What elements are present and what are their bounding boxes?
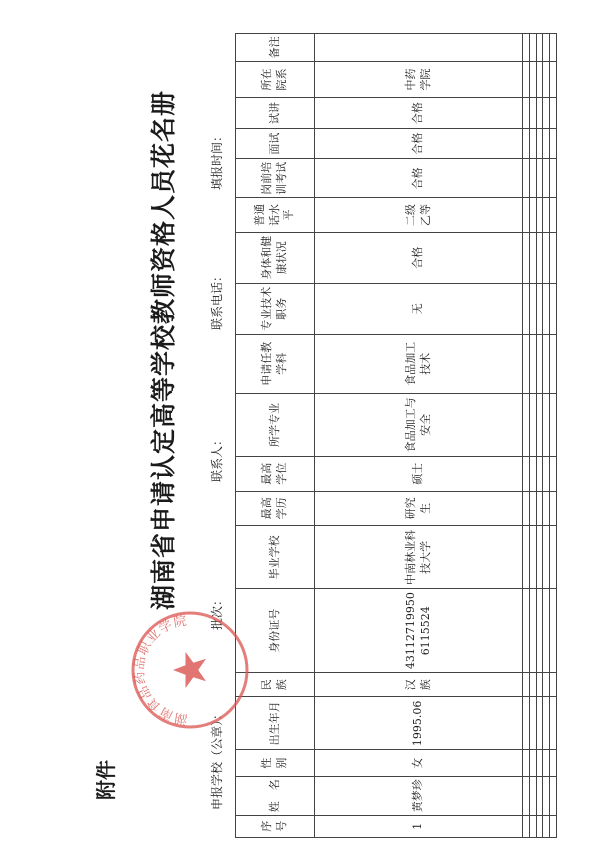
table-cell: [523, 159, 530, 198]
table-cell: [529, 456, 536, 491]
column-header: 最高学位: [236, 456, 315, 491]
table-cell: [523, 750, 530, 776]
table-cell: [543, 526, 550, 589]
table-cell: [550, 776, 557, 815]
table-cell: 研究生: [315, 491, 523, 526]
table-row: [315, 34, 523, 838]
table-cell: [536, 198, 543, 233]
table-cell: [543, 589, 550, 673]
table-cell: [529, 61, 536, 98]
table-cell: 女: [315, 750, 523, 776]
date-field: 填报时间：: [210, 129, 224, 190]
table-cell: 食品加工与安全: [315, 393, 523, 456]
table-cell: [529, 334, 536, 393]
column-header: 岗前培训考试: [236, 159, 315, 198]
table-cell: [536, 526, 543, 589]
table-cell: [523, 456, 530, 491]
table-cell: 合格: [315, 232, 523, 283]
table-cell: [550, 34, 557, 62]
table-cell: 合格: [315, 159, 523, 198]
column-header: 试讲: [236, 98, 315, 129]
table-cell: [550, 198, 557, 233]
column-header: 民族: [236, 672, 315, 696]
table-cell: [550, 456, 557, 491]
table-cell: [529, 589, 536, 673]
table-cell: 中南林业科技大学: [315, 526, 523, 589]
table-cell: [536, 491, 543, 526]
contact-field: 联系人：: [210, 433, 224, 482]
table-cell: [523, 61, 530, 98]
table-cell: [550, 750, 557, 776]
table-cell: [536, 34, 543, 62]
table-cell: [536, 98, 543, 129]
table-cell: [550, 526, 557, 589]
table-cell: [523, 232, 530, 283]
table-cell: [543, 393, 550, 456]
table-cell: [536, 456, 543, 491]
table-cell: [543, 98, 550, 129]
table-cell: [529, 283, 536, 334]
column-header: 普通话水平: [236, 198, 315, 233]
table-cell: [529, 393, 536, 456]
table-cell: [543, 334, 550, 393]
table-cell: 汉族: [315, 672, 523, 696]
table-cell: [523, 128, 530, 159]
table-cell: [529, 232, 536, 283]
table-cell: [523, 283, 530, 334]
table-cell: [536, 672, 543, 696]
column-header: 申请任教学科: [236, 334, 315, 393]
table-cell: [523, 815, 530, 837]
table-cell: [529, 98, 536, 129]
table-cell: [543, 61, 550, 98]
table-cell: [529, 776, 536, 815]
table-cell: [543, 283, 550, 334]
table-cell: [536, 232, 543, 283]
column-header: 备注: [236, 34, 315, 62]
table-cell: [523, 334, 530, 393]
table-cell: [550, 672, 557, 696]
table-cell: [543, 232, 550, 283]
table-cell: [543, 34, 550, 62]
column-header: 姓 名: [236, 776, 315, 815]
table-cell: [536, 283, 543, 334]
table-cell: [543, 456, 550, 491]
empty-table-row: [536, 34, 543, 838]
appendix-label: 附件: [94, 760, 118, 800]
table-cell: [543, 815, 550, 837]
table-cell: [529, 815, 536, 837]
table-cell: [536, 61, 543, 98]
table-cell: [529, 750, 536, 776]
table-cell: 合格: [315, 128, 523, 159]
table-cell: [550, 61, 557, 98]
table-cell: [523, 393, 530, 456]
table-cell: 黄梦珍: [315, 776, 523, 815]
table-cell: [529, 34, 536, 62]
table-cell: [543, 491, 550, 526]
svg-text:湖南食品药品职业学院: 湖南食品药品职业学院: [132, 613, 189, 727]
school-field: 申报学校（公章）：: [210, 707, 224, 810]
table-cell: [536, 334, 543, 393]
table-cell: [536, 776, 543, 815]
table-cell: [543, 672, 550, 696]
column-header: 面试: [236, 128, 315, 159]
table-cell: [523, 697, 530, 750]
table-cell: [550, 283, 557, 334]
table-cell: [529, 198, 536, 233]
table-cell: [529, 128, 536, 159]
column-header: 身份证号: [236, 589, 315, 673]
table-cell: [529, 672, 536, 696]
table-cell: [550, 393, 557, 456]
table-cell: [529, 491, 536, 526]
table-cell: [536, 128, 543, 159]
table-cell: [543, 159, 550, 198]
column-header: 毕业学校: [236, 526, 315, 589]
table-cell: [529, 526, 536, 589]
table-cell: [523, 526, 530, 589]
column-header: 最高学历: [236, 491, 315, 526]
column-header: 序号: [236, 815, 315, 837]
table-cell: [529, 697, 536, 750]
table-cell: [315, 34, 523, 62]
table-cell: [536, 750, 543, 776]
column-header: 身体和健康状况: [236, 232, 315, 283]
page-title: 湖南省申请认定高等学校教师资格人员花名册: [149, 90, 178, 611]
table-cell: [523, 34, 530, 62]
batch-field: 批次：: [210, 593, 224, 630]
table-cell: [550, 491, 557, 526]
table-cell: [523, 589, 530, 673]
empty-table-row: [543, 34, 550, 838]
table-cell: [550, 589, 557, 673]
table-cell: [523, 672, 530, 696]
table-cell: [523, 98, 530, 129]
table-cell: [550, 815, 557, 837]
table-cell: [523, 491, 530, 526]
table-cell: [543, 697, 550, 750]
table-cell: [543, 750, 550, 776]
table-cell: 中药学院: [315, 61, 523, 98]
table-cell: 硕士: [315, 456, 523, 491]
column-header: 所在院系: [236, 61, 315, 98]
table-cell: [536, 393, 543, 456]
table-cell: 1995.06: [315, 697, 523, 750]
empty-table-row: [529, 34, 536, 838]
table-cell: [550, 128, 557, 159]
table-cell: [550, 98, 557, 129]
table-cell: [543, 128, 550, 159]
table-cell: 食品加工技术: [315, 334, 523, 393]
table-cell: [536, 815, 543, 837]
table-cell: [536, 159, 543, 198]
column-header: 性别: [236, 750, 315, 776]
column-header: 所学专业: [236, 393, 315, 456]
table-cell: 431127199506115524: [315, 589, 523, 673]
table-cell: 1: [315, 815, 523, 837]
table-cell: [550, 232, 557, 283]
table-cell: [536, 589, 543, 673]
table-header-row: [236, 34, 315, 838]
table-cell: 合格: [315, 98, 523, 129]
table-cell: [523, 198, 530, 233]
phone-field: 联系电话：: [210, 269, 224, 330]
table-cell: [529, 159, 536, 198]
table-cell: [523, 776, 530, 815]
column-header: 出生年月: [236, 697, 315, 750]
table-cell: [550, 159, 557, 198]
table-cell: [550, 334, 557, 393]
table-cell: [543, 776, 550, 815]
roster-table: [235, 33, 557, 838]
table-cell: 二级乙等: [315, 198, 523, 233]
table-cell: [550, 697, 557, 750]
table-cell: [536, 697, 543, 750]
empty-table-row: [550, 34, 557, 838]
empty-table-row: [523, 34, 530, 838]
table-cell: 无: [315, 283, 523, 334]
table-cell: [543, 198, 550, 233]
column-header: 专业技术职务: [236, 283, 315, 334]
